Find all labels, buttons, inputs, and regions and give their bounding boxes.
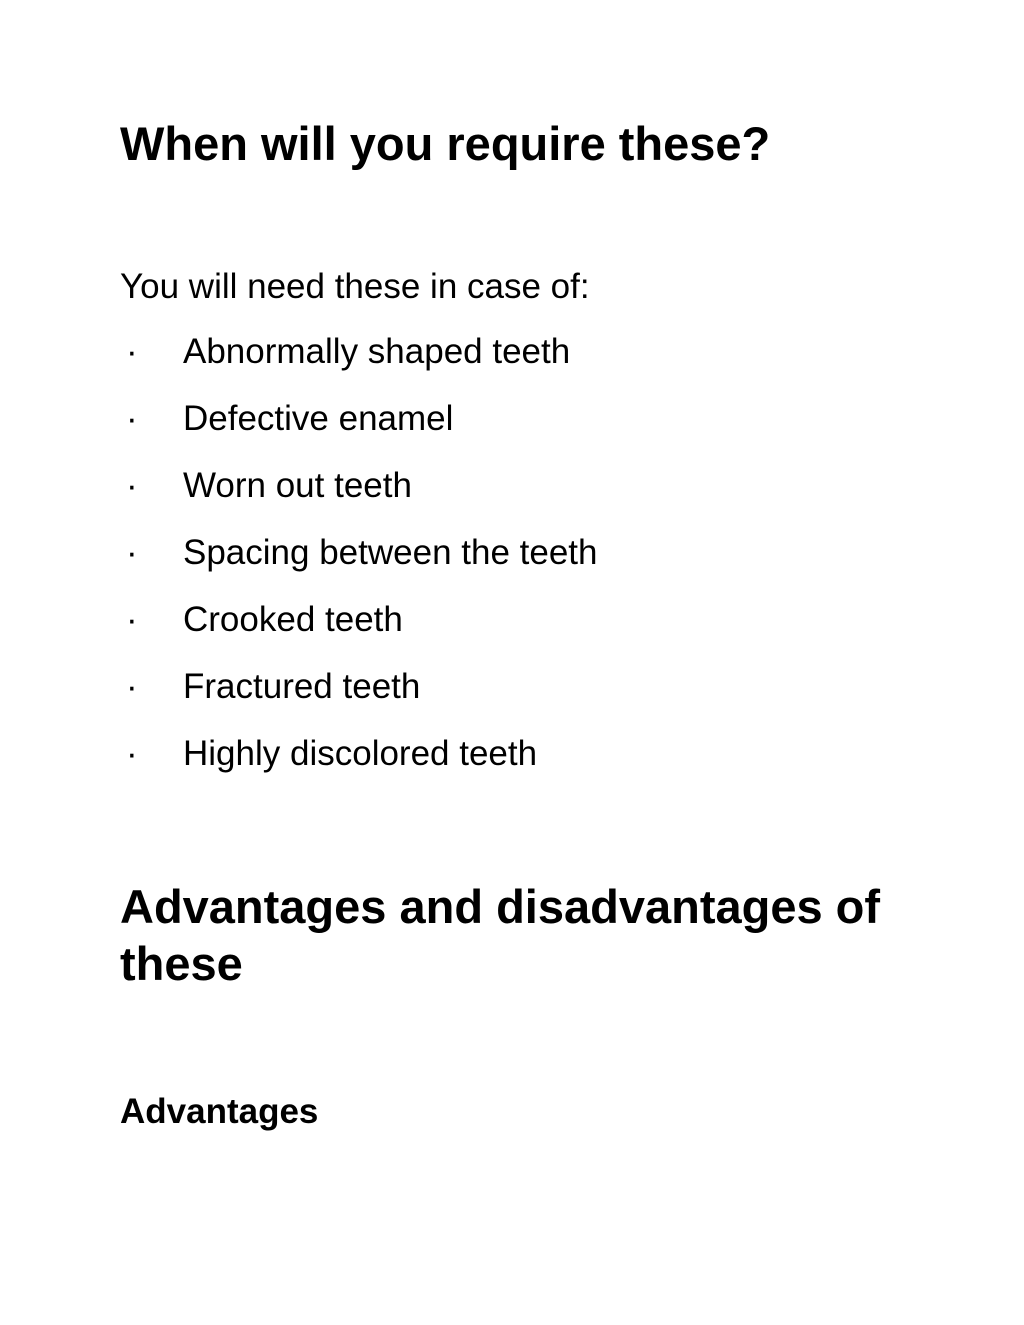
section1-heading: When will you require these? <box>120 117 771 170</box>
list-item <box>120 666 980 733</box>
list-item-text: Crooked teeth <box>183 600 403 639</box>
list-item <box>120 532 980 599</box>
intro-paragraph: You will need these in case of: <box>120 267 590 306</box>
section2-heading: Advantages and disadvantages of these <box>120 880 881 990</box>
bullet-dot-icon: · <box>126 332 138 371</box>
requirements-bullet-list <box>120 331 980 800</box>
bullet-dot-icon: · <box>126 734 138 773</box>
list-item <box>120 599 980 666</box>
list-item <box>120 398 980 465</box>
bullet-dot-icon: · <box>126 533 138 572</box>
list-item-text: Fractured teeth <box>183 667 421 706</box>
bullet-dot-icon: · <box>126 667 138 706</box>
bullet-dot-icon: · <box>126 399 138 438</box>
list-item <box>120 733 980 800</box>
list-item-text: Defective enamel <box>183 399 454 438</box>
list-item <box>120 465 980 532</box>
list-item-text: Worn out teeth <box>183 466 412 505</box>
list-item-text: Highly discolored teeth <box>183 734 538 773</box>
list-item <box>120 331 980 398</box>
list-item-text: Abnormally shaped teeth <box>183 332 571 371</box>
advantages-subheading: Advantages <box>120 1092 319 1131</box>
bullet-dot-icon: · <box>126 600 138 639</box>
list-item-text: Spacing between the teeth <box>183 533 598 572</box>
bullet-dot-icon: · <box>126 466 138 505</box>
